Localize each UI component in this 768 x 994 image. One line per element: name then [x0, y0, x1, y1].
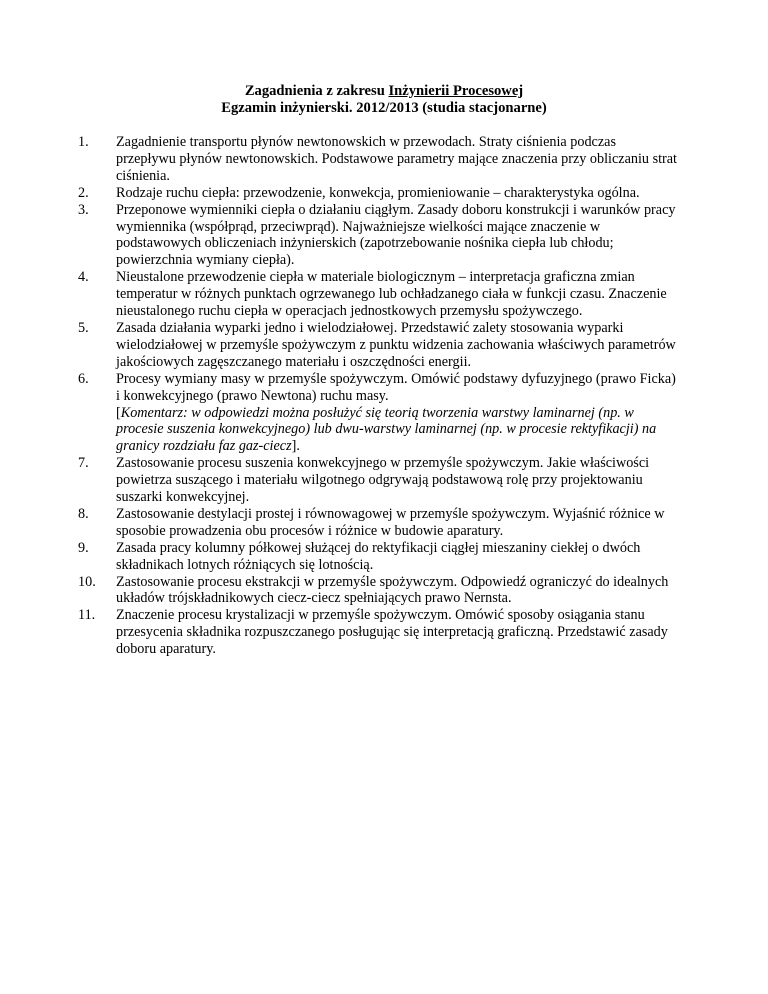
comment-open-bracket: [ — [116, 404, 121, 421]
list-item — [78, 320, 678, 371]
item-number: 7. — [78, 455, 89, 472]
list-item — [78, 506, 678, 540]
list-item — [78, 455, 678, 506]
item-text: Znaczenie procesu krystalizacji w przemyśle spożywczym. Omówić sposoby osiągania stanu przesycenia składnika rozpuszczanego posługując się interpretacją graficzną. Przedstawić zasady doboru aparatury. — [116, 607, 668, 658]
item-number: 9. — [78, 539, 89, 556]
item-text: Zasada działania wyparki jedno i wielodziałowej. Przedstawić zalety stosowania wyparki wielodziałowej w przemyśle spożywczym z punktu widzenia zachowania właściwych parametrów jakościowych zagęszczanego materiału i oszczędności energii. — [116, 319, 676, 370]
item-text: Nieustalone przewodzenie ciepła w materiale biologicznym – interpretacja graficzna zmian temperatur w różnych punktach ogrzewanego lub ochładzanego ciała w funkcji czasu. Znaczenie nieustalonego ruchu ciepła w operacjach jednostkowych przemysłu spożywczego. — [116, 269, 667, 320]
item-number: 10. — [78, 573, 96, 590]
item-text: Zastosowanie destylacji prostej i równowagowej w przemyśle spożywczym. Wyjaśnić różnice w sposobie prowadzenia obu procesów i różnice w budowie aparatury. — [116, 505, 665, 539]
item-text: Zastosowanie procesu suszenia konwekcyjnego w przemyśle spożywczym. Jakie właściwości powietrza suszącego i materiału wilgotnego odgrywają podstawową rolę przy projektowaniu suszarki konwekcyjnej. — [116, 455, 650, 506]
item-text: Zagadnienie transportu płynów newtonowskich w przewodach. Straty ciśnienia podczas przepływu płynów newtonowskich. Podstawowe parametry mające znaczenia przy obliczaniu strat ciśnienia. — [116, 134, 677, 184]
comment-close-bracket: ]. — [291, 438, 300, 455]
item-comment — [116, 405, 678, 456]
title-subject: Inżynierii Procesowej — [388, 83, 524, 99]
page-title — [0, 83, 768, 100]
list-item — [78, 269, 678, 320]
item-number: 4. — [78, 269, 89, 286]
page-subtitle: Egzamin inżynierski. 2012/2013 (studia stacjonarne) — [221, 100, 547, 116]
item-text: Rodzaje ruchu ciepła: przewodzenie, konwekcja, promieniowanie – charakterystyka ogólna. — [116, 184, 640, 201]
list-item — [78, 371, 678, 456]
item-number: 3. — [78, 201, 89, 218]
list-item — [78, 607, 678, 658]
item-number: 11. — [78, 607, 96, 624]
item-text: Przeponowe wymienniki ciepła o działaniu ciągłym. Zasady doboru konstrukcji i warunków pracy wymiennika (współprąd, przeciwprąd). Najważniejsze wielkości mające znaczenie w podstawowych obliczeniach inżynierskich (zapotrzebowanie nośnika ciepła lub chłodu; powierzchnia wymiany ciepła). — [116, 201, 676, 269]
list-item — [78, 574, 678, 608]
list-item — [78, 185, 678, 202]
item-number: 1. — [78, 134, 89, 150]
item-text: Procesy wymiany masy w przemyśle spożywczym. Omówić podstawy dyfuzyjnego (prawo Ficka) i konwekcyjnego (prawo Newtona) ruchu masy. — [116, 370, 676, 404]
list-item — [78, 540, 678, 574]
item-number: 2. — [78, 184, 89, 201]
comment-text: Komentarz: w odpowiedzi można posłużyć się teorią tworzenia warstwy laminarnej (np. w procesie suszenia konwekcyjnego) lub dwu-warstwy laminarnej (np. w procesie rektyfikacji) na granicy rozdziału faz gaz-ciecz — [116, 404, 657, 455]
list-item — [78, 134, 678, 185]
item-number: 5. — [78, 319, 89, 336]
list-item — [78, 202, 678, 270]
item-number: 8. — [78, 505, 89, 522]
item-text: Zastosowanie procesu ekstrakcji w przemyśle spożywczym. Odpowiedź ograniczyć do idealnych układów trójskładnikowych ciecz-ciecz spełniających prawo Nernsta. — [116, 573, 669, 607]
item-text: Zasada pracy kolumny półkowej służącej do rektyfikacji ciągłej mieszaniny ciekłej o dwóch składnikach lotnych różniących się lotnością. — [116, 539, 641, 573]
title-prefix: Zagadnienia z zakresu — [244, 83, 389, 99]
topics-list — [78, 134, 678, 658]
item-number: 6. — [78, 370, 89, 387]
